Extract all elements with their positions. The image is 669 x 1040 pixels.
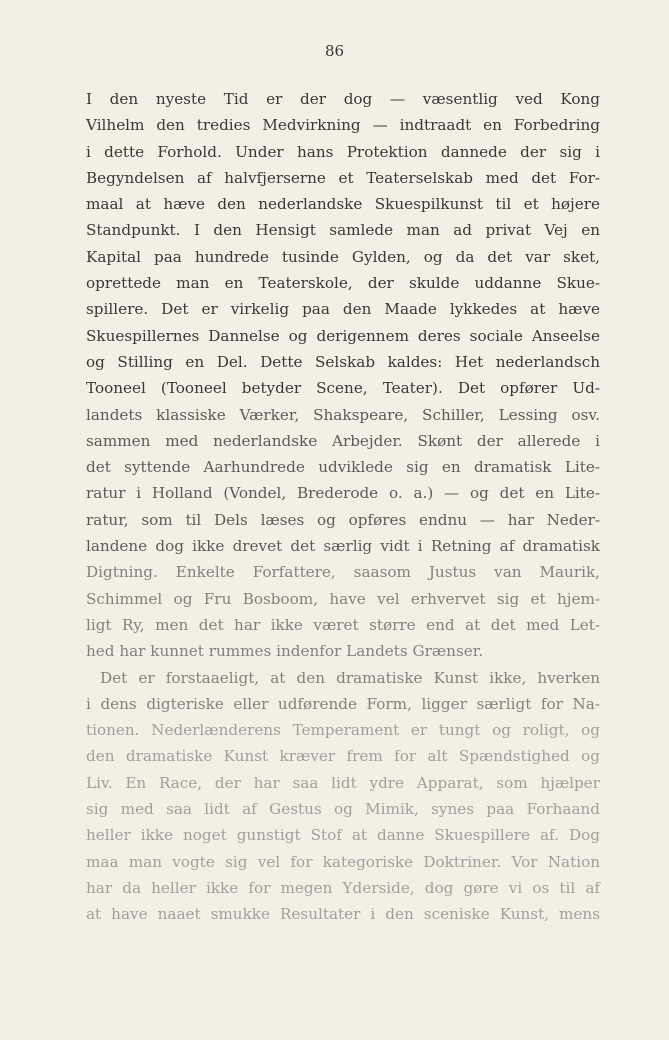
text-line: og Stilling en Del. Dette Selskab kaldes: Het nederlandsch [86,352,600,371]
body-text [86,86,600,928]
text-line: i dens digteriske eller udførende Form, ligger særligt for Na- [86,694,600,713]
text-line: at have naaet smukke Resultater i den sceniske Kunst, mens [86,905,600,924]
text-line: Vilhelm den tredies Medvirkning — indtraadt en Forbedring [86,116,600,135]
text-line: ligt Ry, men det har ikke været større end at det med Let- [86,615,600,634]
text-line: tionen. Nederlænderens Temperament er tungt og roligt, og [86,721,600,740]
text-line: Kapital paa hundrede tusinde Gylden, og da det var sket, [86,247,600,266]
text-line: landene dog ikke drevet det særlig vidt i Retning af dramatisk [86,537,600,556]
text-line: landets klassiske Værker, Shakspeare, Schiller, Lessing osv. [86,405,600,424]
text-line: sig med saa lidt af Gestus og Mimik, synes paa Forhaand [86,800,600,819]
text-line: Digtning. Enkelte Forfattere, saasom Justus van Maurik, [86,563,600,582]
text-line: Standpunkt. I den Hensigt samlede man ad privat Vej en [86,221,600,240]
text-line: maa man vogte sig vel for kategoriske Doktriner. Vor Nation [86,852,600,871]
text-line: sammen med nederlandske Arbejder. Skønt der allerede i [86,431,600,450]
text-line: Det er forstaaeligt, at den dramatiske Kunst ikke, hverken [100,668,600,687]
text-line: I den nyeste Tid er der dog — væsentlig ved Kong [86,90,600,108]
text-line: har da heller ikke for megen Yderside, dog gøre vi os til af [86,878,600,897]
page-number: 86 [324,42,345,60]
text-line: heller ikke noget gunstigt Stof at danne Skuespillere af. Dog [86,826,600,845]
text-line: i dette Forhold. Under hans Protektion dannede der sig i [86,142,600,161]
text-line: Liv. En Race, der har saa lidt ydre Apparat, som hjælper [86,773,600,792]
text-line: Begyndelsen af halvfjerserne et Teaterselskab med det For- [86,168,600,187]
text-line: Skuespillernes Dannelse og derigennem deres sociale Anseelse [86,326,600,345]
text-line: det syttende Aarhundrede udviklede sig en dramatisk Lite- [86,458,600,477]
text-line: oprettede man en Teaterskole, der skulde uddanne Skue- [86,274,600,293]
text-line: maal at hæve den nederlandske Skuespilkunst til et højere [86,195,600,214]
text-line: hed har kunnet rummes indenfor Landets Grænser. [86,642,484,661]
text-line: Schimmel og Fru Bosboom, have vel erhvervet sig et hjem- [86,589,600,608]
text-line: Tooneel (Tooneel betyder Scene, Teater). Det opfører Ud- [86,379,600,398]
text-line: ratur, som til Dels læses og opføres endnu — har Neder- [86,510,600,529]
text-line: ratur i Holland (Vondel, Brederode o. a.) — og det en Lite- [86,484,600,503]
text-line: spillere. Det er virkelig paa den Maade lykkedes at hæve [86,300,600,319]
text-line: den dramatiske Kunst kræver frem for alt Spændstighed og [86,747,600,766]
